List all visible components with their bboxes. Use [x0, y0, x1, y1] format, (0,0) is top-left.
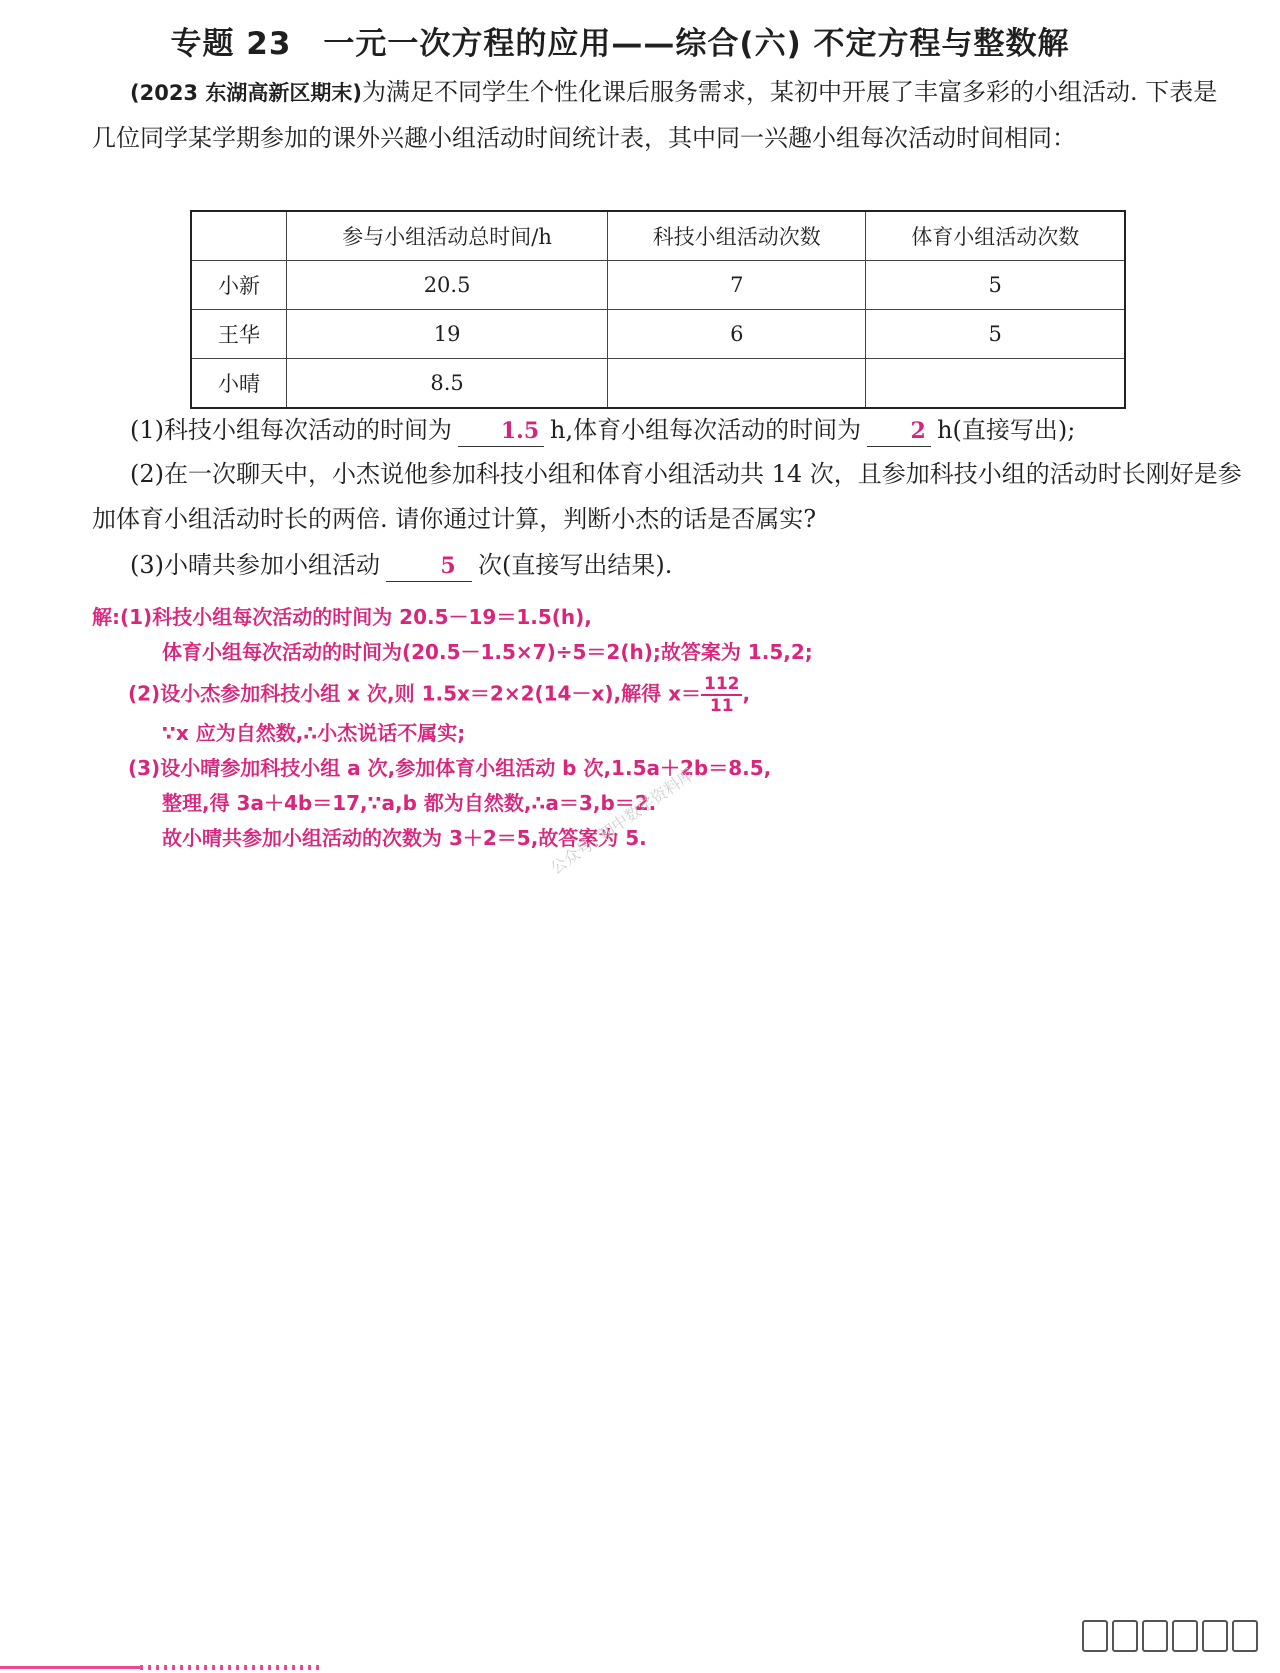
total-time-cell: 8.5 — [287, 359, 608, 409]
table-header-cell: 体育小组活动次数 — [866, 211, 1125, 261]
question-3-text-end: 次(直接写出结果). — [478, 551, 673, 579]
solution-line: 体育小组每次活动的时间为(20.5－1.5×7)÷5＝2(h);故答案为 1.5,2; — [162, 640, 813, 664]
question-1-text-mid: h,体育小组每次活动的时间为 — [550, 416, 862, 444]
student-name-cell: 小新 — [191, 261, 287, 310]
question-3-text: (3)小晴共参加小组活动 — [130, 551, 380, 579]
tech-count-cell: 7 — [608, 261, 866, 310]
answer-blank-tech-time: 1.5 — [458, 416, 544, 447]
student-name-cell: 王华 — [191, 310, 287, 359]
binder-clip-icon — [1172, 1620, 1198, 1652]
solution-line — [92, 674, 1092, 716]
answer-blank-sport-time: 2 — [867, 416, 931, 447]
watermark: 公众号: 初中数学资料库 — [546, 764, 698, 879]
binder-clip-icon — [1142, 1620, 1168, 1652]
binder-clip-icon — [1082, 1620, 1108, 1652]
table-header-cell — [191, 211, 287, 261]
binder-clip-icon — [1232, 1620, 1258, 1652]
solution-line: 故小晴共参加小组活动的次数为 3＋2＝5,故答案为 5. — [162, 826, 647, 850]
question-1-text-end: h(直接写出); — [937, 416, 1076, 444]
sport-count-cell — [866, 359, 1125, 409]
question-1-text: (1)科技小组每次活动的时间为 — [130, 416, 452, 444]
solution-block — [92, 600, 1092, 856]
solution-text: , — [742, 681, 751, 706]
table-row — [191, 359, 1125, 409]
question-3 — [92, 543, 1242, 588]
problem-source: (2023 东湖高新区期末) — [130, 81, 362, 105]
student-name-cell: 小晴 — [191, 359, 287, 409]
question-1 — [92, 408, 1242, 453]
problem-text: 为满足不同学生个性化课后服务需求，某初中开展了丰富多彩的小组活动. 下表是几位同学某学期参加的课外兴趣小组活动时间统计表，其中同一兴趣小组每次活动时间相同： — [92, 78, 1218, 152]
solution-text: (2)设小杰参加科技小组 x 次,则 1.5x＝2×2(14－x),解得 x＝ — [128, 681, 701, 706]
table-row — [191, 310, 1125, 359]
fraction-numerator: 112 — [701, 674, 743, 696]
solution-line: 解:(1)科技小组每次活动的时间为 20.5－19＝1.5(h), — [92, 605, 592, 629]
binder-clip-icon — [1202, 1620, 1228, 1652]
total-time-cell: 20.5 — [287, 261, 608, 310]
problem-statement — [92, 70, 1232, 161]
table-header-cell: 参与小组活动总时间/h — [287, 211, 608, 261]
question-2: (2)在一次聊天中，小杰说他参加科技小组和体育小组活动共 14 次，且参加科技小组的活动时长刚好是参加体育小组活动时长的两倍. 请你通过计算，判断小杰的话是否属实? — [92, 460, 1242, 533]
fraction-denominator: 11 — [709, 696, 734, 716]
fraction — [701, 674, 743, 716]
tech-count-cell: 6 — [608, 310, 866, 359]
sport-count-cell: 5 — [866, 261, 1125, 310]
page-title: 专题 23 一元一次方程的应用——综合(六) 不定方程与整数解 — [170, 26, 1070, 62]
sport-count-cell: 5 — [866, 310, 1125, 359]
activity-table — [190, 210, 1126, 409]
tech-count-cell — [608, 359, 866, 409]
table-header-cell: 科技小组活动次数 — [608, 211, 866, 261]
solution-line: 整理,得 3a＋4b＝17,∵a,b 都为自然数,∴a＝3,b＝2. — [162, 791, 657, 815]
table-header-row — [191, 211, 1125, 261]
solution-line: ∵x 应为自然数,∴小杰说话不属实; — [162, 721, 466, 745]
answer-blank-activity-count: 5 — [386, 551, 472, 582]
footer-bar — [0, 1666, 140, 1669]
footer-dots — [140, 1665, 320, 1670]
table-row — [191, 261, 1125, 310]
solution-line: (3)设小晴参加科技小组 a 次,参加体育小组活动 b 次,1.5a＋2b＝8.5, — [128, 756, 772, 780]
total-time-cell: 19 — [287, 310, 608, 359]
binder-clip-icon — [1082, 1620, 1258, 1652]
binder-clip-icon — [1112, 1620, 1138, 1652]
